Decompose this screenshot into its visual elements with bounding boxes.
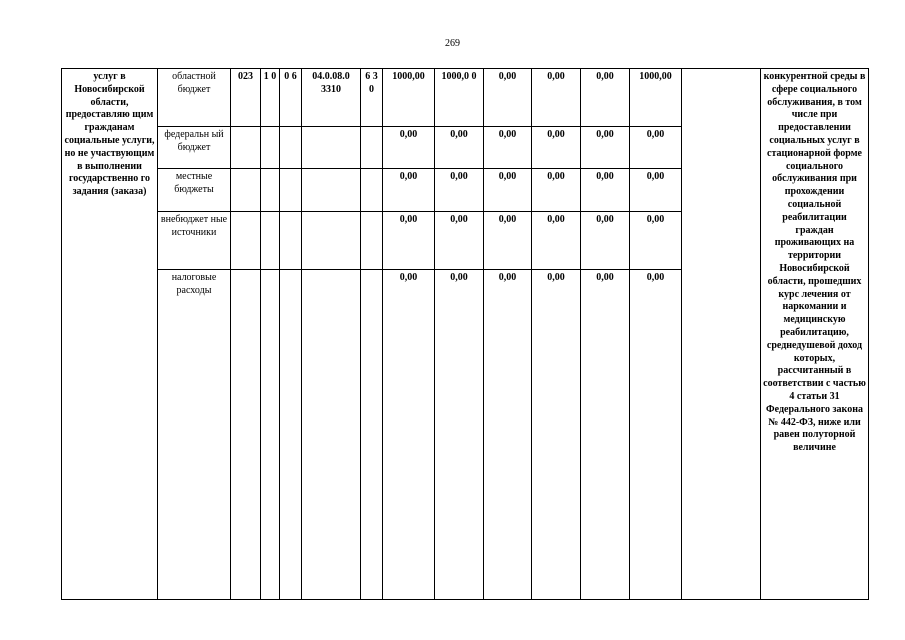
value-cell: 0,00: [484, 127, 532, 169]
value-cell: 0,00: [383, 127, 435, 169]
funding-source-cell: внебюджет ные источники: [158, 212, 231, 270]
table-row: [62, 69, 869, 127]
empty-cell: [302, 212, 361, 270]
value-cell: 0,00: [630, 270, 682, 600]
grbs-cell: 023: [231, 69, 261, 127]
empty-cell: [361, 270, 383, 600]
funding-source-cell: областной бюджет: [158, 69, 231, 127]
page-number: 269: [445, 38, 460, 49]
empty-cell: [302, 169, 361, 212]
expected-result-cell: конкурентной среды в сфере социального обслуживания, в том числе при предоставлении социальных услуг в стационарной форме социального обслуживания при прохождении социальной реабилитации граждан проживающих на территории Новосибирской области, прошедших курс лечения от наркомании и медицинскую реабилитацию, среднедушевой доход которых, рассчитанный в соответствии с частью 4 статьи 31 Федерального закона № 442-ФЗ, ниже или равен полуторной величине: [761, 69, 869, 600]
budget-table: [61, 68, 869, 600]
empty-cell: [231, 270, 261, 600]
value-cell: 1000,00: [383, 69, 435, 127]
value-cell: 0,00: [581, 212, 630, 270]
pr-cell: 0 6: [280, 69, 302, 127]
value-cell: 0,00: [383, 212, 435, 270]
value-cell: 0,00: [484, 270, 532, 600]
csr-cell: 04.0.08.0 3310: [302, 69, 361, 127]
measure-name-cell: услуг в Новосибирской области, предоставляю щим гражданам социальные услуги, но не участвующим в выполнении государственно го задания (заказа): [62, 69, 158, 600]
empty-cell: [302, 127, 361, 169]
value-cell: 0,00: [435, 169, 484, 212]
value-cell: 0,00: [484, 212, 532, 270]
value-cell: 0,00: [435, 270, 484, 600]
value-cell: 0,00: [383, 169, 435, 212]
funding-source-cell: федеральн ый бюджет: [158, 127, 231, 169]
value-cell: 0,00: [630, 127, 682, 169]
value-cell: 0,00: [383, 270, 435, 600]
empty-cell: [261, 127, 280, 169]
rz-cell: 1 0: [261, 69, 280, 127]
empty-cell: [261, 169, 280, 212]
empty-cell: [302, 270, 361, 600]
value-cell: 0,00: [532, 270, 581, 600]
value-cell: 0,00: [435, 212, 484, 270]
value-cell: 0,00: [484, 69, 532, 127]
value-cell: 0,00: [581, 270, 630, 600]
value-cell: 0,00: [581, 69, 630, 127]
value-cell: 0,00: [532, 69, 581, 127]
empty-cell: [231, 212, 261, 270]
value-cell: 0,00: [484, 169, 532, 212]
value-cell: 0,00: [532, 169, 581, 212]
empty-cell: [280, 270, 302, 600]
empty-cell: [261, 270, 280, 600]
funding-source-cell: местные бюджеты: [158, 169, 231, 212]
empty-cell: [280, 212, 302, 270]
funding-source-cell: налоговые расходы: [158, 270, 231, 600]
value-cell: 0,00: [630, 169, 682, 212]
value-cell: 0,00: [532, 127, 581, 169]
empty-cell: [682, 69, 761, 600]
value-cell: 0,00: [630, 212, 682, 270]
empty-cell: [261, 212, 280, 270]
empty-cell: [361, 212, 383, 270]
value-cell: 0,00: [581, 169, 630, 212]
empty-cell: [280, 127, 302, 169]
empty-cell: [231, 127, 261, 169]
value-cell: 1000,0 0: [435, 69, 484, 127]
value-cell: 0,00: [581, 127, 630, 169]
vr-cell: 6 3 0: [361, 69, 383, 127]
value-cell: 0,00: [435, 127, 484, 169]
empty-cell: [231, 169, 261, 212]
empty-cell: [361, 169, 383, 212]
value-cell: 0,00: [532, 212, 581, 270]
empty-cell: [361, 127, 383, 169]
empty-cell: [280, 169, 302, 212]
value-cell: 1000,00: [630, 69, 682, 127]
